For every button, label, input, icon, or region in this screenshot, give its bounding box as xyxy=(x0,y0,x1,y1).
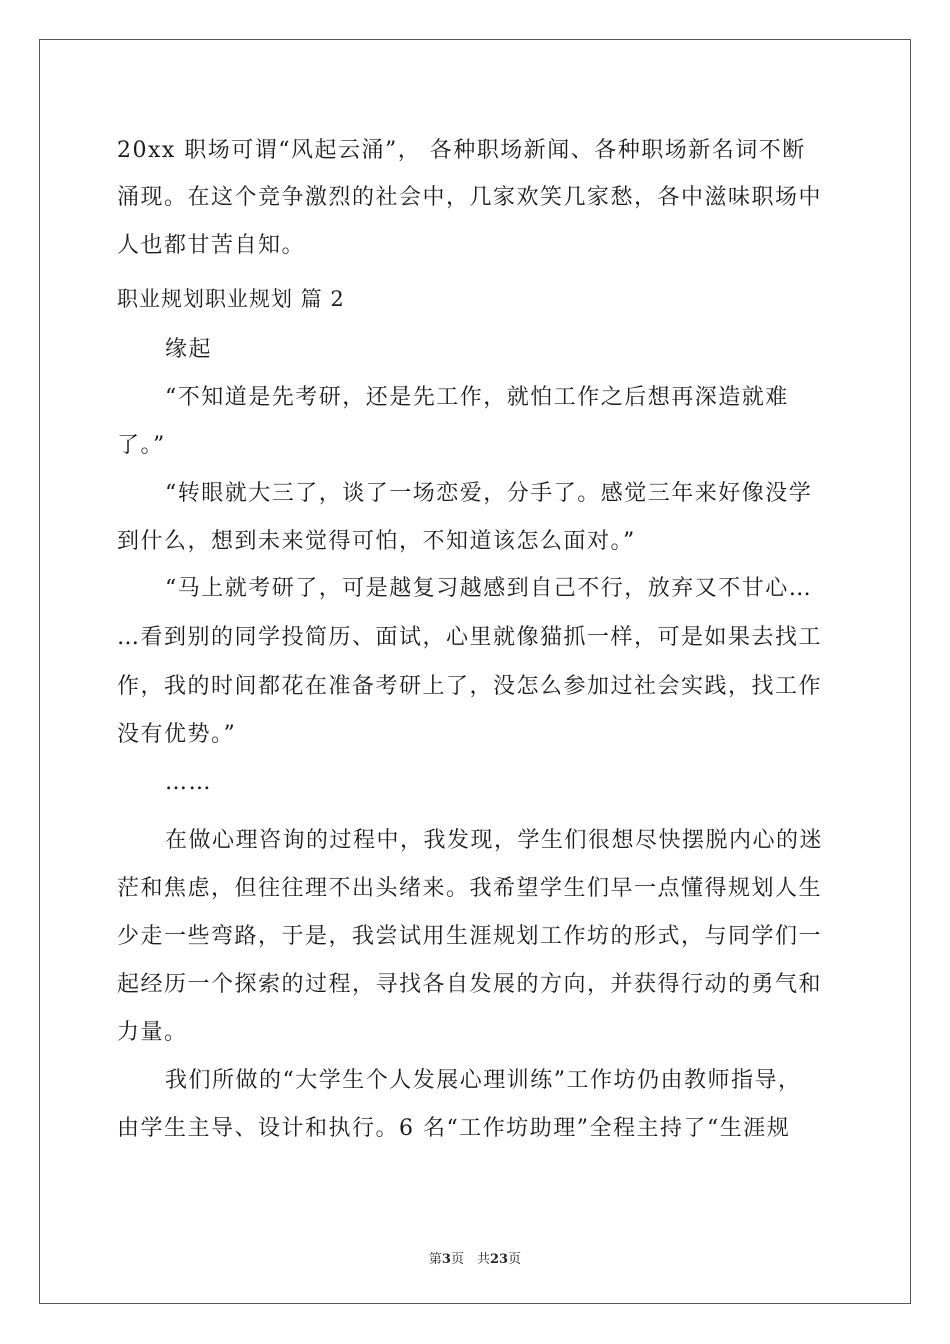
paragraph-line: …看到别的同学投简历、面试，心里就像猫抓一样，可是如果去找工 xyxy=(117,625,823,650)
paragraph-line: 茫和焦虑，但往往理不出头绪来。我希望学生们早一点懂得规划人生 xyxy=(117,876,823,901)
paragraph-line: “转眼就大三了，谈了一场恋爱，分手了。感觉三年来好像没学 xyxy=(165,481,813,506)
ellipsis-line: …… xyxy=(165,770,212,795)
subsection-title: 缘起 xyxy=(165,337,213,362)
page-footer xyxy=(0,1248,950,1267)
page-total: 23 xyxy=(489,1252,509,1267)
section-heading: 职业规划职业规划 篇 2 xyxy=(117,287,345,311)
paragraph-line: 力量。 xyxy=(117,1020,188,1045)
paragraph-line: 人也都甘苦自知。 xyxy=(117,233,306,258)
page-border xyxy=(39,39,911,1304)
paragraph-line: 20xx 职场可谓“风起云涌”， 各种职场新闻、各种职场新名词不断 xyxy=(117,138,806,163)
paragraph-line: 没有优势。” xyxy=(117,722,237,747)
page-mid: 页 共 xyxy=(450,1252,490,1267)
paragraph-line: 由学生主导、设计和执行。6 名“工作坊助理”全程主持了“生涯规 xyxy=(117,1116,791,1141)
paragraph-line: “不知道是先考研，还是先工作，就怕工作之后想再深造就难 xyxy=(165,385,789,410)
page-number: 3 xyxy=(441,1252,451,1267)
paragraph-line: 了。” xyxy=(117,433,166,458)
paragraph-line: 在做心理咨询的过程中，我发现，学生们很想尽快摆脱内心的迷 xyxy=(165,828,824,853)
paragraph-line: 作，我的时间都花在准备考研上了，没怎么参加过社会实践，找工作 xyxy=(117,674,823,699)
paragraph-line: “马上就考研了，可是越复习越感到自己不行，放弃又不甘心… xyxy=(165,576,813,601)
paragraph-line: 到什么，想到未来觉得可怕，不知道该怎么面对。” xyxy=(117,529,636,554)
page-prefix: 第 xyxy=(428,1252,442,1267)
paragraph-line: 涌现。在这个竞争激烈的社会中，几家欢笑几家愁，各中滋味职场中 xyxy=(117,185,823,210)
paragraph-line: 我们所做的“大学生个人发展心理训练”工作坊仍由教师指导， xyxy=(165,1068,802,1093)
paragraph-line: 起经历一个探索的过程，寻找各自发展的方向，并获得行动的勇气和 xyxy=(117,972,823,997)
paragraph-line: 少走一些弯路，于是，我尝试用生涯规划工作坊的形式，与同学们一 xyxy=(117,924,823,949)
page-suffix: 页 xyxy=(508,1252,522,1267)
